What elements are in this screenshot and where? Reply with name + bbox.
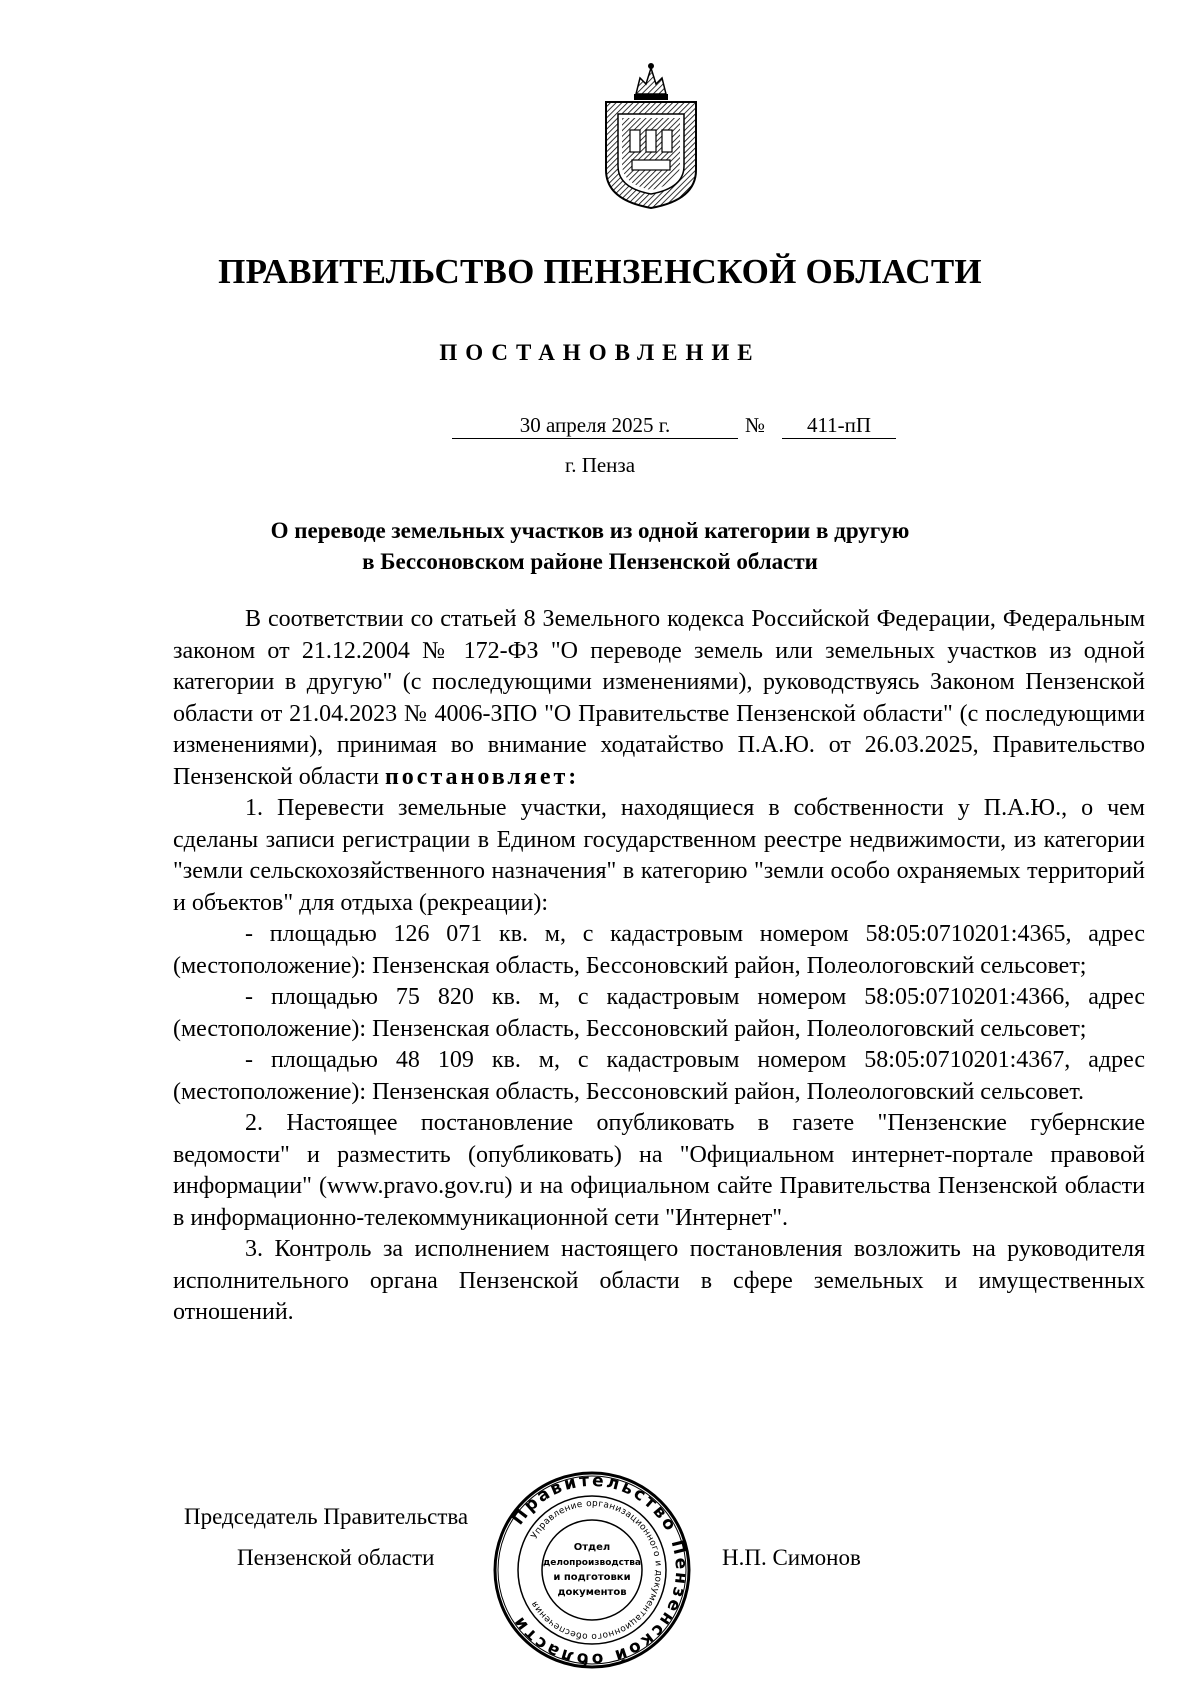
land-plot-1: - площадью 126 071 кв. м, с кадастровым номером 58:05:0710201:4365, адрес (местоположение): Пензенская область, Бессоновский район, Полеологовский сельсовет;: [173, 921, 1145, 979]
stamp-middle-text: Управление организационного и документационного обеспечения: [529, 1498, 664, 1642]
land-plot-3: - площадью 48 109 кв. м, с кадастровым номером 58:05:0710201:4367, адрес (местоположение): Пензенская область, Бессоновский район, Полеологовский сельсовет.: [173, 1047, 1145, 1105]
date-number-row: [0, 412, 1200, 444]
document-type: ПОСТАНОВЛЕНИЕ: [439, 340, 761, 365]
stamp-center-line-1: Отдел: [573, 1542, 611, 1553]
stamp-center-line-3: и подготовки: [553, 1572, 631, 1583]
document-city: г. Пенза: [564, 453, 636, 477]
stamp-center-line-2: делопроизводства: [543, 1558, 641, 1568]
subject-line-1: О переводе земельных участков из одной категории в другую: [270, 518, 910, 543]
clause-1: 1. Перевести земельные участки, находящиеся в собственности у П.А.Ю., о чем сделаны записи регистрации в Едином государственном реестре недвижимости, из категории "земли сельскохозяйственного назначения" в категорию "земли особо охраняемых территорий и объектов" для отдыха (рекреации):: [173, 795, 1145, 916]
land-plot-2: - площадью 75 820 кв. м, с кадастровым номером 58:05:0710201:4366, адрес (местоположение): Пензенская область, Бессоновский район, Полеологовский сельсовет;: [173, 984, 1145, 1042]
number-sign: №: [745, 413, 766, 437]
decree-word: постановляет:: [384, 763, 580, 790]
document-number: 411-пП: [782, 412, 896, 439]
official-seal-icon: [492, 1470, 692, 1670]
signatory-name: Н.П. Симонов: [722, 1545, 861, 1570]
signatory-position: [184, 1496, 468, 1578]
clause-3: 3. Контроль за исполнением настоящего постановления возложить на руководителя исполнительного органа Пензенской области в сфере земельных и имущественных отношений.: [173, 1236, 1145, 1325]
government-title: ПРАВИТЕЛЬСТВО ПЕНЗЕНСКОЙ ОБЛАСТИ: [218, 252, 982, 291]
document-body: [173, 604, 1145, 1329]
document-date: 30 апреля 2025 г.: [452, 412, 738, 439]
clause-2: 2. Настоящее постановление опубликовать в газете "Пензенские губернские ведомости" и разместить (опубликовать) на "Официальном интернет-портале правовой информации" (www.pravo.gov.ru) и на официальном сайте Правительства Пензенской области в информационно-телекоммуникационной сети "Интернет".: [173, 1110, 1145, 1231]
position-line-1: Председатель Правительства: [184, 1504, 469, 1529]
subject-line-2: в Бессоновском районе Пензенской области: [362, 549, 818, 574]
preamble-paragraph: [173, 604, 1145, 793]
stamp-outer-text: Правительство Пензенской области: [508, 1470, 692, 1670]
preamble-text: В соответствии со статьей 8 Земельного кодекса Российской Федерации, Федеральным законом от 21.12.2004 № 172-ФЗ "О переводе земель или земельных участков из одной категории в другую" (с последующими изменениями), руководствуясь Законом Пензенской области от 21.04.2023 № 4006-ЗПО "О Правительстве Пензенской области" (с последующими изменениями), принимая во внимание ходатайство П.А.Ю. от 26.03.2025, Правительство Пензенской области: [173, 606, 1145, 790]
stamp-center-line-4: документов: [557, 1587, 627, 1598]
document-subject: [140, 515, 1040, 577]
position-line-2: Пензенской области: [237, 1545, 435, 1570]
coat-of-arms-icon: [596, 60, 706, 210]
